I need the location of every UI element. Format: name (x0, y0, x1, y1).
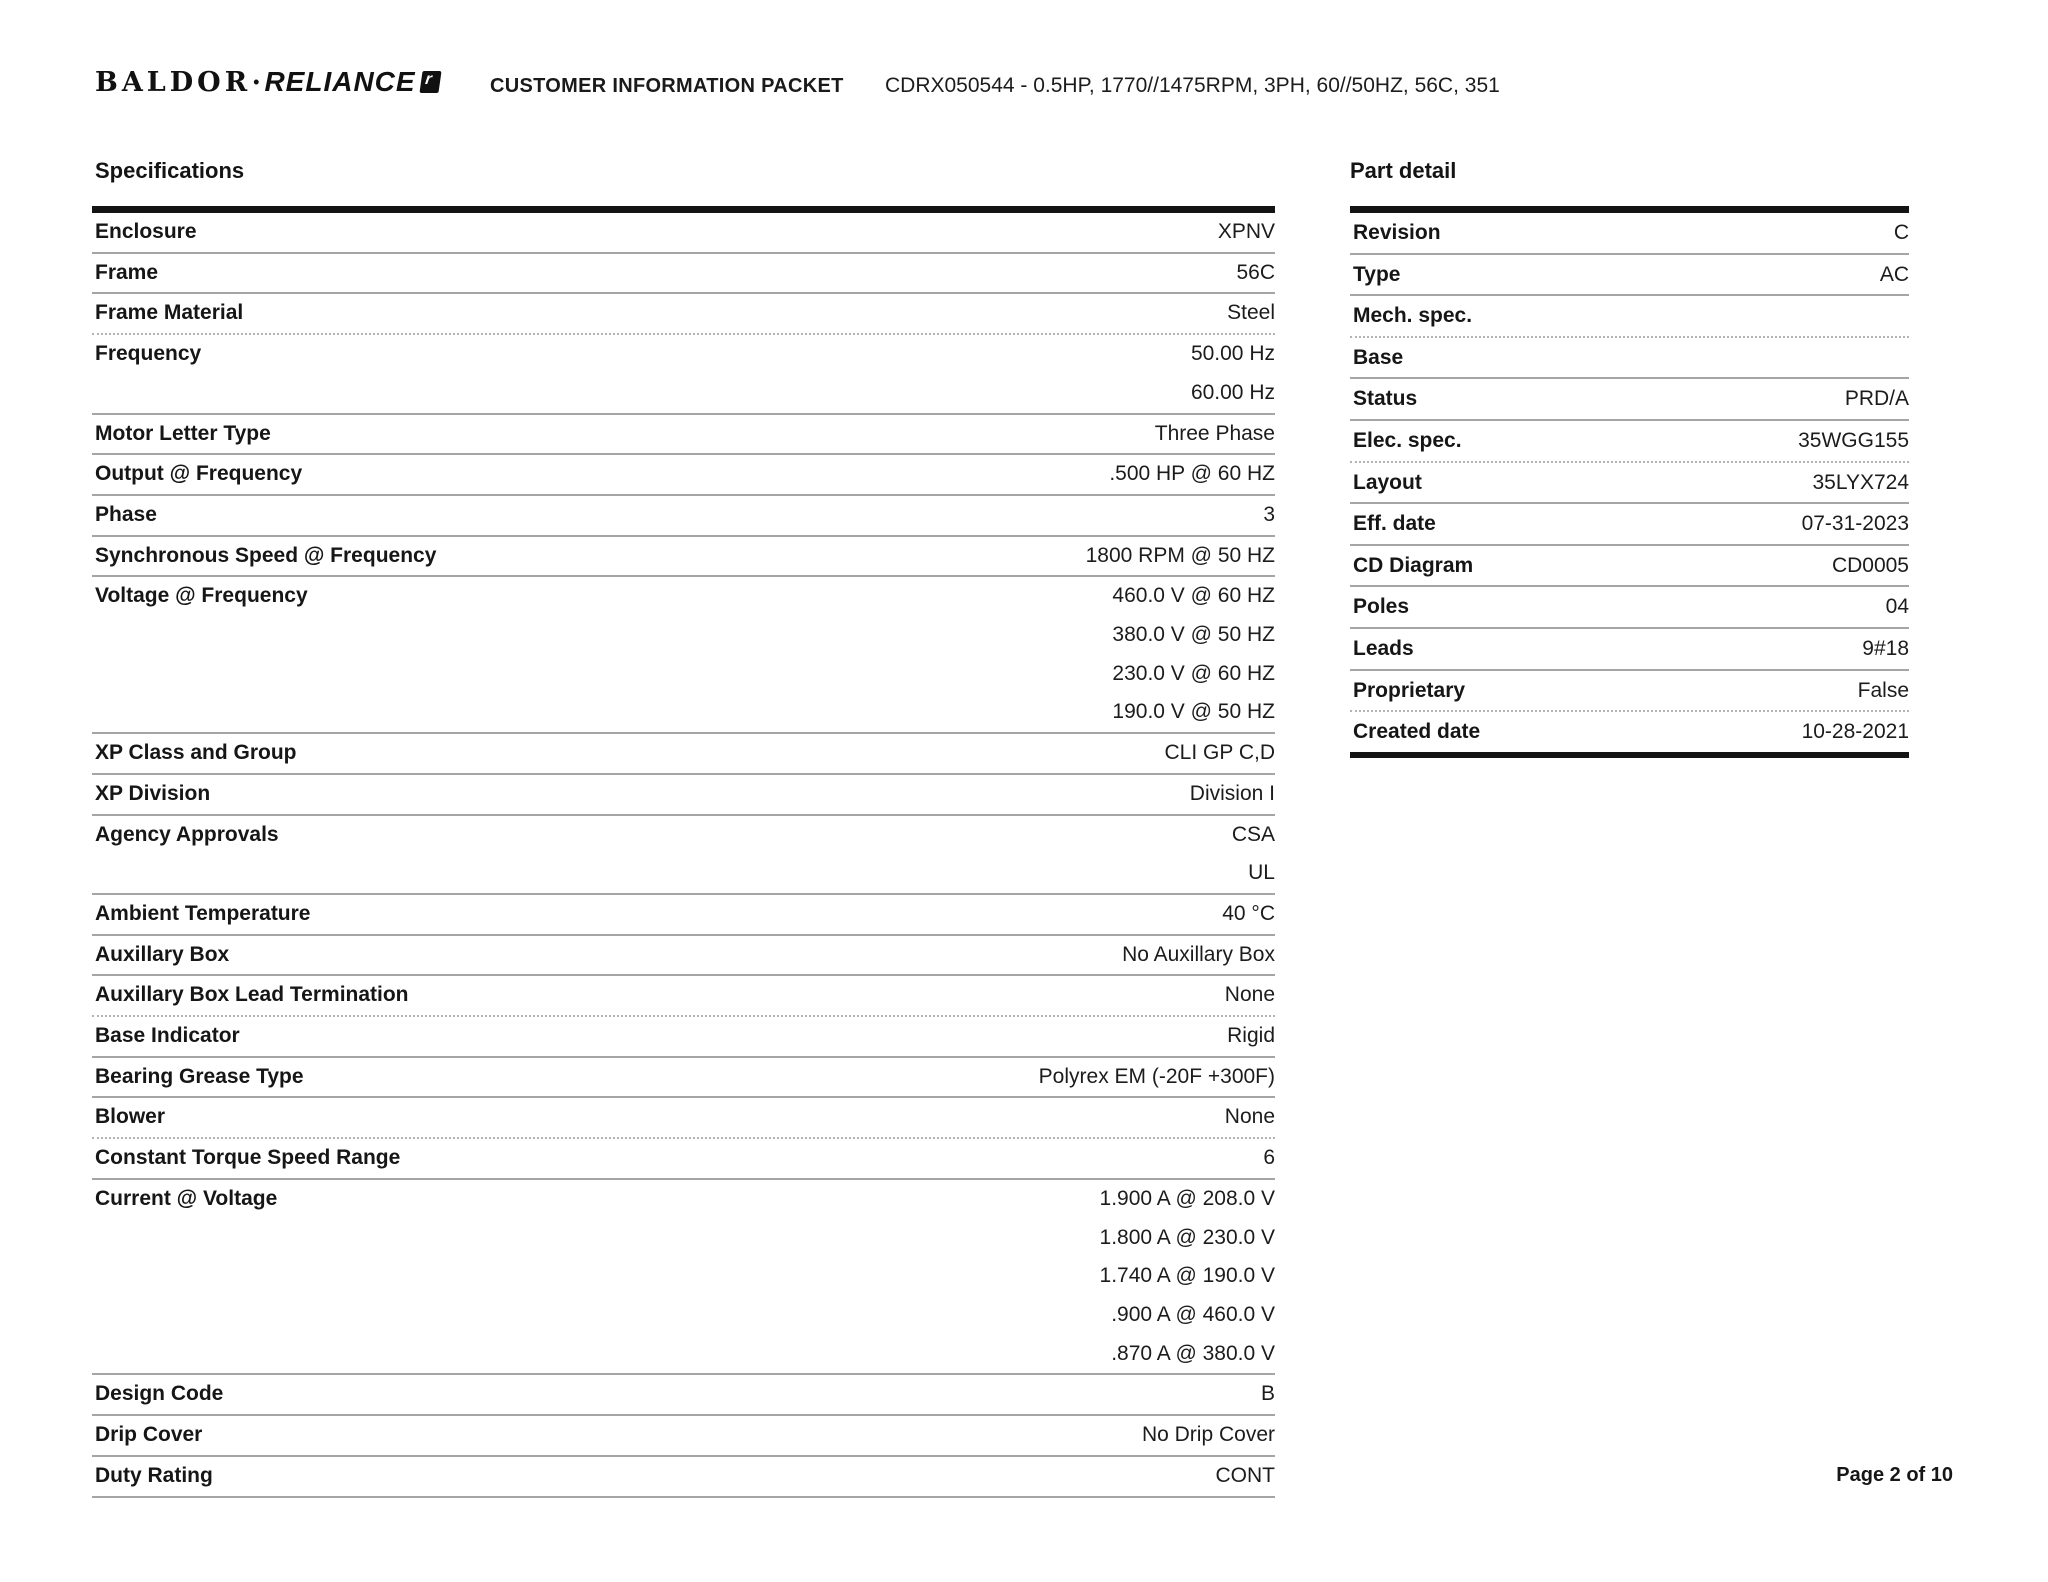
row-label: Output @ Frequency (95, 462, 303, 486)
row-values (1832, 546, 1909, 586)
row-value: .870 A @ 380.0 V (1111, 1341, 1275, 1365)
row-values (1142, 1416, 1275, 1455)
row-label: Voltage @ Frequency (95, 584, 308, 608)
specifications-table (92, 206, 1275, 1498)
specification-row (92, 213, 1275, 254)
row-value: CONT (1215, 1463, 1275, 1487)
row-value: False (1857, 678, 1909, 702)
row-value: Steel (1227, 301, 1275, 325)
row-values (1222, 895, 1275, 934)
row-value: 6 (1263, 1146, 1275, 1170)
page-number-label: Page 2 of 10 (1836, 1464, 1953, 1486)
row-values (1227, 294, 1275, 333)
row-value: Division I (1189, 781, 1275, 805)
row-value: XPNV (1217, 220, 1275, 243)
row-value: 04 (1885, 595, 1909, 619)
row-label: Base Indicator (95, 1024, 240, 1048)
row-value: 40 °C (1222, 901, 1275, 925)
row-values (1858, 671, 1909, 711)
part-detail-row (1350, 421, 1909, 463)
row-value: 56C (1236, 260, 1275, 284)
row-value: CD0005 (1831, 553, 1909, 577)
part-detail-row (1350, 255, 1909, 297)
specification-row (92, 1139, 1275, 1180)
row-label: Proprietary (1353, 678, 1466, 702)
reliance-r-mark-icon: r (419, 71, 441, 93)
row-label: Status (1353, 387, 1418, 411)
specification-row (92, 895, 1275, 936)
row-value: UL (1248, 861, 1275, 885)
specification-row (92, 976, 1275, 1017)
row-value: 3 (1263, 502, 1275, 526)
row-values (1798, 421, 1909, 461)
row-label: Design Code (95, 1382, 224, 1406)
part-detail-row (1350, 338, 1909, 380)
row-value: .900 A @ 460.0 V (1111, 1302, 1275, 1326)
row-value: No Auxillary Box (1122, 942, 1275, 966)
row-label: Auxillary Box Lead Termination (95, 983, 409, 1007)
specification-row (92, 335, 1275, 414)
specification-row (92, 1058, 1275, 1099)
row-label: Synchronous Speed @ Frequency (95, 543, 437, 567)
part-detail-table (1350, 206, 1909, 758)
row-label: Base (1353, 345, 1404, 369)
part-detail-row (1350, 712, 1909, 752)
row-label: Agency Approvals (95, 822, 279, 846)
row-value: Rigid (1227, 1024, 1275, 1048)
row-values (1218, 213, 1275, 252)
row-label: Ambient Temperature (95, 901, 311, 925)
part-detail-row (1350, 587, 1909, 629)
part-detail-row (1350, 296, 1909, 338)
row-label: Frame (95, 260, 159, 284)
part-detail-row (1350, 213, 1909, 255)
specification-row (92, 294, 1275, 335)
specification-row (92, 254, 1275, 295)
row-label: Constant Torque Speed Range (95, 1146, 401, 1170)
row-value: 10-28-2021 (1801, 720, 1909, 744)
row-value: 1.740 A @ 190.0 V (1099, 1264, 1275, 1288)
row-label: Poles (1353, 595, 1410, 619)
row-values (1263, 496, 1275, 535)
specification-row (92, 1416, 1275, 1457)
row-value: No Drip Cover (1141, 1423, 1275, 1447)
row-label: XP Division (95, 781, 211, 805)
specification-row (92, 816, 1275, 895)
row-label: Drip Cover (95, 1423, 203, 1447)
row-value: 1.800 A @ 230.0 V (1099, 1225, 1275, 1249)
part-detail-row (1350, 629, 1909, 671)
part-detail-section-title: Part detail (1350, 158, 1457, 183)
row-values (1109, 455, 1275, 494)
specification-row (92, 734, 1275, 775)
row-value: None (1224, 1105, 1275, 1129)
row-values (1802, 504, 1909, 544)
row-values (1191, 335, 1275, 412)
row-label: Phase (95, 502, 157, 526)
specification-row (92, 577, 1275, 734)
specification-row (92, 496, 1275, 537)
row-values (1880, 255, 1909, 295)
row-label: Bearing Grease Type (95, 1064, 304, 1088)
row-value: AC (1879, 262, 1909, 286)
specification-row (92, 1017, 1275, 1058)
brand-logo-reliance: RELIANCE (264, 66, 416, 97)
part-detail-row (1350, 671, 1909, 713)
row-value: 230.0 V @ 60 HZ (1112, 661, 1275, 685)
row-label: CD Diagram (1353, 553, 1474, 577)
specification-row (92, 1457, 1275, 1498)
specification-row (92, 775, 1275, 816)
row-values (1216, 1457, 1276, 1496)
row-value: C (1893, 221, 1909, 244)
row-label: Revision (1353, 221, 1441, 244)
specification-row (92, 415, 1275, 456)
specification-row (92, 936, 1275, 977)
row-values (1894, 213, 1909, 253)
row-values (1862, 629, 1909, 669)
row-label: Enclosure (95, 220, 197, 243)
row-label: Eff. date (1353, 512, 1436, 536)
specification-row (92, 455, 1275, 496)
row-value: .500 HP @ 60 HZ (1109, 462, 1275, 486)
row-label: Frame Material (95, 301, 244, 325)
row-values (1225, 1098, 1275, 1137)
row-label: Duty Rating (95, 1463, 213, 1487)
specification-row (92, 1180, 1275, 1376)
row-values (1227, 1017, 1275, 1056)
row-value: PRD/A (1844, 387, 1909, 411)
row-values (1845, 379, 1909, 419)
row-label: XP Class and Group (95, 741, 297, 765)
row-values (1122, 936, 1275, 975)
row-value: 60.00 Hz (1190, 380, 1275, 404)
part-detail-row (1350, 379, 1909, 421)
row-label: Elec. spec. (1353, 428, 1462, 452)
row-label: Blower (95, 1105, 166, 1129)
row-value: Three Phase (1154, 421, 1275, 445)
row-value: 1.900 A @ 208.0 V (1099, 1186, 1275, 1210)
row-value: 35WGG155 (1798, 428, 1909, 452)
row-values (1155, 415, 1275, 454)
row-values (1086, 537, 1275, 576)
specification-row (92, 537, 1275, 578)
part-detail-row (1350, 463, 1909, 505)
part-detail-row (1350, 546, 1909, 588)
row-value: 50.00 Hz (1190, 342, 1275, 366)
row-values (1112, 577, 1275, 732)
row-value: Polyrex EM (-20F +300F) (1038, 1064, 1275, 1088)
row-value: CLI GP C,D (1164, 741, 1275, 765)
row-label: Frequency (95, 342, 202, 366)
row-value: 1800 RPM @ 50 HZ (1085, 543, 1275, 567)
specifications-section-title: Specifications (95, 158, 245, 183)
row-value: B (1260, 1382, 1275, 1406)
row-label: Type (1353, 262, 1401, 286)
row-value: 35LYX724 (1812, 470, 1909, 494)
document-title: CUSTOMER INFORMATION PACKET (490, 75, 844, 97)
row-values (1165, 734, 1275, 773)
row-values (1802, 712, 1909, 752)
row-value: 9#18 (1862, 636, 1909, 660)
row-values (1225, 976, 1275, 1015)
row-label: Created date (1353, 720, 1481, 744)
row-values (1812, 463, 1909, 503)
row-label: Motor Letter Type (95, 421, 271, 445)
row-value: 07-31-2023 (1801, 512, 1909, 536)
specification-row (92, 1375, 1275, 1416)
row-label: Leads (1353, 636, 1414, 660)
row-value: None (1224, 983, 1275, 1007)
row-label: Auxillary Box (95, 942, 230, 966)
part-detail-row (1350, 504, 1909, 546)
row-values (1263, 1139, 1275, 1178)
row-values (1236, 254, 1275, 293)
row-label: Current @ Voltage (95, 1186, 278, 1210)
row-values (1886, 587, 1909, 627)
brand-logo-dot-icon: • (253, 72, 260, 92)
brand-logo-baldor: BALDOR (95, 67, 252, 98)
row-value: CSA (1231, 822, 1275, 846)
row-value: 380.0 V @ 50 HZ (1112, 623, 1275, 647)
row-values (1232, 816, 1275, 893)
specification-row (92, 1098, 1275, 1139)
document-subtitle: CDRX050544 - 0.5HP, 1770//1475RPM, 3PH, 60//50HZ, 56C, 351 (885, 74, 1500, 97)
row-values (1190, 775, 1275, 814)
brand-logo (95, 66, 440, 98)
row-values (1039, 1058, 1275, 1097)
row-value: 190.0 V @ 50 HZ (1112, 700, 1275, 724)
row-label: Mech. spec. (1353, 304, 1473, 328)
row-label: Layout (1353, 470, 1422, 494)
row-value: 460.0 V @ 60 HZ (1112, 584, 1275, 608)
row-values (1100, 1180, 1275, 1374)
row-values (1261, 1375, 1275, 1414)
